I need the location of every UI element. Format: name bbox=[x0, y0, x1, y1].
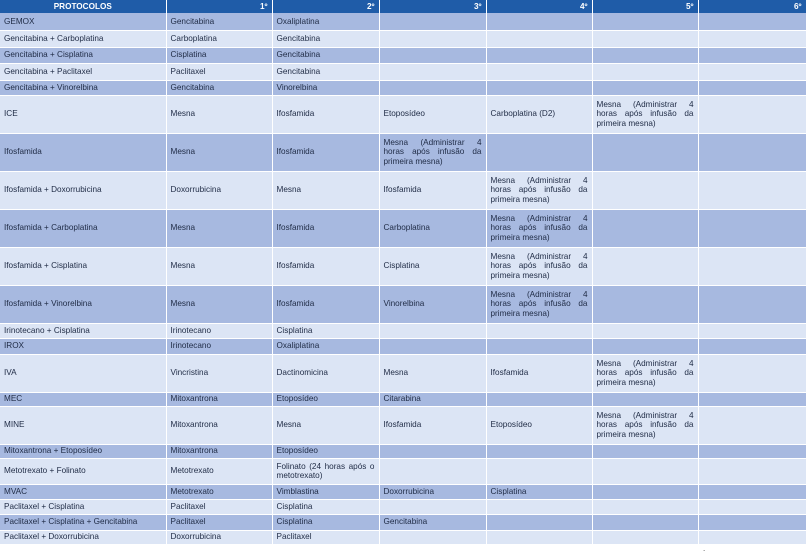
step-1-cell: Metotrexato bbox=[166, 484, 272, 499]
table-row bbox=[0, 530, 806, 544]
step-2-cell: Oxaliplatina bbox=[272, 338, 379, 354]
step-4-cell bbox=[486, 323, 592, 338]
table-row bbox=[0, 514, 806, 530]
step-5-cell bbox=[592, 47, 698, 63]
step-2-cell: Etoposídeo bbox=[272, 392, 379, 406]
step-1-cell: Vincristina bbox=[166, 354, 272, 392]
table-row bbox=[0, 133, 806, 171]
protocol-name-cell: IVA bbox=[0, 354, 166, 392]
step-3-cell bbox=[379, 338, 486, 354]
protocol-name-cell: Gencitabina + Paclitaxel bbox=[0, 63, 166, 80]
step-3-cell: Vinorelbina bbox=[379, 285, 486, 323]
step-1-cell: Carboplatina bbox=[166, 30, 272, 47]
protocol-name-cell: MEC bbox=[0, 392, 166, 406]
protocol-name-cell: ICE bbox=[0, 95, 166, 133]
step-6-cell bbox=[698, 13, 806, 30]
step-5-cell: Mesna (Administrar 4 horas após infusão da primeira mesna) bbox=[592, 354, 698, 392]
step-1-cell: Paclitaxel bbox=[166, 514, 272, 530]
step-5-cell bbox=[592, 499, 698, 514]
protocol-name-cell: Mitoxantrona + Etoposídeo bbox=[0, 444, 166, 458]
step-5-cell bbox=[592, 30, 698, 47]
step-6-cell bbox=[698, 484, 806, 499]
step-3-cell bbox=[379, 323, 486, 338]
table-row bbox=[0, 30, 806, 47]
step-3-cell: Etoposídeo bbox=[379, 95, 486, 133]
step-1-cell: Doxorrubicina bbox=[166, 171, 272, 209]
step-3-cell: Cisplatina bbox=[379, 247, 486, 285]
header-step-3: 3º bbox=[379, 0, 486, 13]
step-6-cell bbox=[698, 209, 806, 247]
step-2-cell: Oxaliplatina bbox=[272, 13, 379, 30]
step-2-cell: Mesna bbox=[272, 406, 379, 444]
step-2-cell: Paclitaxel bbox=[272, 530, 379, 544]
protocol-name-cell: Paclitaxel + Cisplatina bbox=[0, 499, 166, 514]
step-4-cell: Cisplatina bbox=[486, 484, 592, 499]
header-step-1: 1º bbox=[166, 0, 272, 13]
step-5-cell bbox=[592, 133, 698, 171]
step-3-cell: Gencitabina bbox=[379, 514, 486, 530]
step-5-cell bbox=[592, 530, 698, 544]
step-6-cell bbox=[698, 458, 806, 484]
step-6-cell bbox=[698, 171, 806, 209]
step-2-cell: Gencitabina bbox=[272, 63, 379, 80]
step-1-cell: Mitoxantrona bbox=[166, 406, 272, 444]
step-2-cell: Vimblastina bbox=[272, 484, 379, 499]
step-1-cell: Mitoxantrona bbox=[166, 392, 272, 406]
step-6-cell bbox=[698, 406, 806, 444]
protocol-name-cell: Gencitabina + Vinorelbina bbox=[0, 80, 166, 95]
step-3-cell: Doxorrubicina bbox=[379, 484, 486, 499]
step-2-cell: Ifosfamida bbox=[272, 247, 379, 285]
step-6-cell bbox=[698, 47, 806, 63]
step-3-cell: Ifosfamida bbox=[379, 171, 486, 209]
step-4-cell bbox=[486, 80, 592, 95]
step-2-cell: Gencitabina bbox=[272, 30, 379, 47]
table-row bbox=[0, 247, 806, 285]
step-2-cell: Dactinomicina bbox=[272, 354, 379, 392]
step-4-cell: Mesna (Administrar 4 horas após infusão da primeira mesna) bbox=[486, 247, 592, 285]
step-3-cell bbox=[379, 13, 486, 30]
step-6-cell bbox=[698, 392, 806, 406]
step-6-cell bbox=[698, 499, 806, 514]
table-row bbox=[0, 444, 806, 458]
step-1-cell: Metotrexato bbox=[166, 458, 272, 484]
step-5-cell bbox=[592, 392, 698, 406]
step-4-cell bbox=[486, 530, 592, 544]
protocol-name-cell: Ifosfamida + Doxorrubicina bbox=[0, 171, 166, 209]
table-row bbox=[0, 209, 806, 247]
table-row bbox=[0, 458, 806, 484]
protocol-name-cell: Ifosfamida + Vinorelbina bbox=[0, 285, 166, 323]
table-row bbox=[0, 95, 806, 133]
header-step-2: 2º bbox=[272, 0, 379, 13]
header-step-6: 6º bbox=[698, 0, 806, 13]
step-1-cell: Mesna bbox=[166, 247, 272, 285]
step-5-cell bbox=[592, 13, 698, 30]
step-2-cell: Folinato (24 horas após o metotrexato) bbox=[272, 458, 379, 484]
table-row bbox=[0, 80, 806, 95]
step-4-cell bbox=[486, 63, 592, 80]
step-3-cell bbox=[379, 499, 486, 514]
step-1-cell: Mesna bbox=[166, 133, 272, 171]
step-6-cell bbox=[698, 285, 806, 323]
table-row bbox=[0, 484, 806, 499]
step-1-cell: Paclitaxel bbox=[166, 499, 272, 514]
table-row bbox=[0, 285, 806, 323]
step-5-cell bbox=[592, 171, 698, 209]
step-5-cell: Mesna (Administrar 4 horas após infusão da primeira mesna) bbox=[592, 406, 698, 444]
table-row bbox=[0, 63, 806, 80]
step-6-cell bbox=[698, 80, 806, 95]
header-protocolos: PROTOCOLOS bbox=[0, 0, 166, 13]
step-1-cell: Mitoxantrona bbox=[166, 444, 272, 458]
step-1-cell: Cisplatina bbox=[166, 47, 272, 63]
step-6-cell bbox=[698, 530, 806, 544]
step-5-cell bbox=[592, 458, 698, 484]
step-2-cell: Cisplatina bbox=[272, 514, 379, 530]
step-3-cell bbox=[379, 30, 486, 47]
protocol-name-cell: Metotrexato + Folinato bbox=[0, 458, 166, 484]
step-2-cell: Ifosfamida bbox=[272, 209, 379, 247]
step-2-cell: Ifosfamida bbox=[272, 133, 379, 171]
protocol-name-cell: Ifosfamida + Carboplatina bbox=[0, 209, 166, 247]
step-4-cell bbox=[486, 47, 592, 63]
step-5-cell bbox=[592, 209, 698, 247]
step-3-cell: Carboplatina bbox=[379, 209, 486, 247]
protocol-name-cell: Paclitaxel + Doxorrubicina bbox=[0, 530, 166, 544]
step-4-cell bbox=[486, 13, 592, 30]
protocol-name-cell: Irinotecano + Cisplatina bbox=[0, 323, 166, 338]
table-row bbox=[0, 354, 806, 392]
step-5-cell bbox=[592, 514, 698, 530]
step-6-cell bbox=[698, 354, 806, 392]
table-body bbox=[0, 13, 806, 544]
table-row bbox=[0, 13, 806, 30]
step-5-cell bbox=[592, 63, 698, 80]
step-3-cell bbox=[379, 63, 486, 80]
step-2-cell: Ifosfamida bbox=[272, 285, 379, 323]
step-3-cell: Mesna (Administrar 4 horas após infusão da primeira mesna) bbox=[379, 133, 486, 171]
step-3-cell bbox=[379, 47, 486, 63]
header-step-5: 5º bbox=[592, 0, 698, 13]
step-5-cell bbox=[592, 247, 698, 285]
step-6-cell bbox=[698, 95, 806, 133]
step-3-cell: Mesna bbox=[379, 354, 486, 392]
table-row bbox=[0, 323, 806, 338]
step-3-cell bbox=[379, 458, 486, 484]
step-1-cell: Irinotecano bbox=[166, 338, 272, 354]
step-3-cell: Citarabina bbox=[379, 392, 486, 406]
protocol-name-cell: Ifosfamida bbox=[0, 133, 166, 171]
step-3-cell bbox=[379, 80, 486, 95]
protocol-name-cell: Paclitaxel + Cisplatina + Gencitabina bbox=[0, 514, 166, 530]
table-row bbox=[0, 47, 806, 63]
header-step-4: 4º bbox=[486, 0, 592, 13]
step-2-cell: Cisplatina bbox=[272, 323, 379, 338]
step-2-cell: Mesna bbox=[272, 171, 379, 209]
step-5-cell bbox=[592, 285, 698, 323]
step-6-cell bbox=[698, 133, 806, 171]
step-2-cell: Etoposídeo bbox=[272, 444, 379, 458]
step-6-cell bbox=[698, 514, 806, 530]
step-4-cell bbox=[486, 30, 592, 47]
step-3-cell bbox=[379, 444, 486, 458]
step-1-cell: Irinotecano bbox=[166, 323, 272, 338]
step-6-cell bbox=[698, 444, 806, 458]
protocol-name-cell: MINE bbox=[0, 406, 166, 444]
step-1-cell: Paclitaxel bbox=[166, 63, 272, 80]
step-1-cell: Mesna bbox=[166, 285, 272, 323]
step-4-cell: Mesna (Administrar 4 horas após infusão da primeira mesna) bbox=[486, 209, 592, 247]
step-1-cell: Mesna bbox=[166, 209, 272, 247]
step-6-cell bbox=[698, 30, 806, 47]
protocol-name-cell: Ifosfamida + Cisplatina bbox=[0, 247, 166, 285]
protocol-name-cell: MVAC bbox=[0, 484, 166, 499]
protocol-name-cell: GEMOX bbox=[0, 13, 166, 30]
step-4-cell bbox=[486, 499, 592, 514]
step-5-cell bbox=[592, 80, 698, 95]
step-6-cell bbox=[698, 323, 806, 338]
step-1-cell: Gencitabina bbox=[166, 13, 272, 30]
step-6-cell bbox=[698, 63, 806, 80]
page-mark: . bbox=[703, 544, 706, 553]
step-4-cell: Carboplatina (D2) bbox=[486, 95, 592, 133]
step-5-cell bbox=[592, 444, 698, 458]
step-4-cell: Mesna (Administrar 4 horas após infusão da primeira mesna) bbox=[486, 171, 592, 209]
step-5-cell bbox=[592, 484, 698, 499]
step-5-cell bbox=[592, 338, 698, 354]
step-4-cell bbox=[486, 458, 592, 484]
table-row bbox=[0, 406, 806, 444]
step-1-cell: Gencitabina bbox=[166, 80, 272, 95]
step-1-cell: Mesna bbox=[166, 95, 272, 133]
protocol-name-cell: Gencitabina + Cisplatina bbox=[0, 47, 166, 63]
table-row bbox=[0, 392, 806, 406]
protocol-name-cell: Gencitabina + Carboplatina bbox=[0, 30, 166, 47]
protocol-name-cell: IROX bbox=[0, 338, 166, 354]
step-4-cell: Mesna (Administrar 4 horas após infusão da primeira mesna) bbox=[486, 285, 592, 323]
table-row bbox=[0, 499, 806, 514]
step-5-cell bbox=[592, 323, 698, 338]
step-6-cell bbox=[698, 338, 806, 354]
step-4-cell bbox=[486, 133, 592, 171]
step-4-cell bbox=[486, 514, 592, 530]
step-6-cell bbox=[698, 247, 806, 285]
step-1-cell: Doxorrubicina bbox=[166, 530, 272, 544]
step-2-cell: Vinorelbina bbox=[272, 80, 379, 95]
step-2-cell: Gencitabina bbox=[272, 47, 379, 63]
step-4-cell bbox=[486, 338, 592, 354]
step-2-cell: Ifosfamida bbox=[272, 95, 379, 133]
step-4-cell: Ifosfamida bbox=[486, 354, 592, 392]
step-5-cell: Mesna (Administrar 4 horas após infusão da primeira mesna) bbox=[592, 95, 698, 133]
step-4-cell: Etoposídeo bbox=[486, 406, 592, 444]
table-header-row bbox=[0, 0, 806, 13]
step-4-cell bbox=[486, 392, 592, 406]
step-3-cell bbox=[379, 530, 486, 544]
table-row bbox=[0, 171, 806, 209]
table-row bbox=[0, 338, 806, 354]
step-3-cell: Ifosfamida bbox=[379, 406, 486, 444]
step-2-cell: Cisplatina bbox=[272, 499, 379, 514]
step-4-cell bbox=[486, 444, 592, 458]
